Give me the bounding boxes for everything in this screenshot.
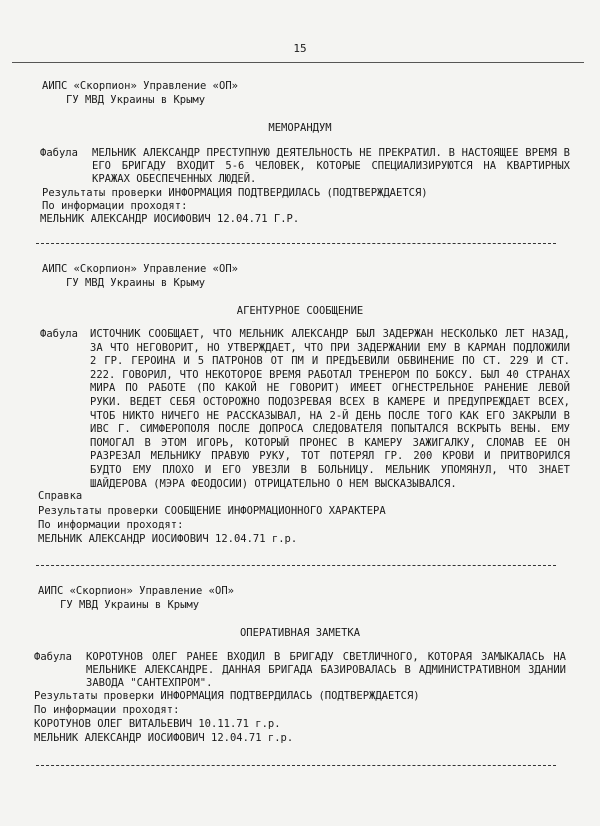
fabula-label: Фабула xyxy=(34,651,72,663)
persons-label: По информации проходят: xyxy=(42,200,188,212)
fabula-text: КОРОТУНОВ ОЛЕГ РАНЕЕ ВХОДИЛ В БРИГАДУ СВЕТЛИЧНОГО, КОТОРАЯ ЗАМЫКАЛАСЬ НА МЕЛЬНИКЕ АЛЕКСАНДРЕ. ДАННАЯ БРИГАДА БАЗИРОВАЛАСЬ В АДМИНИСТРАТИВНОМ ЗДАНИИ ЗАВОДА "САНТЕХПРОМ". xyxy=(86,651,566,690)
fabula-text: ИСТОЧНИК СООБЩАЕТ, ЧТО МЕЛЬНИК АЛЕКСАНДР БЫЛ ЗАДЕРЖАН НЕСКОЛЬКО ЛЕТ НАЗАД, ЗА ЧТО НЕГОВОРИТ, НО УТВЕРЖДАЕТ, ЧТО ПРИ ЗАДЕРЖАНИИ ЕМУ В КАРМАН ПОДЛОЖИЛИ 2 ГР. ГЕРОИНА И 5 ПАТРОНОВ ОТ ПМ И ПРЕДЪЕВИЛИ ОБВИНЕНИЕ ПО СТ. 229 И СТ. 222. ГОВОРИЛ, ЧТО НЕКОТОРОЕ ВРЕМЯ РАБОТАЛ ТРЕНЕРОМ ПО БОКСУ. БЫЛ 40 СТРАНАХ МИРА ПО РАБОТЕ (ПО КАКОЙ НЕ ГОВОРИТ) ИМЕЕТ ОГНЕСТРЕЛЬНОЕ РАНЕНИЕ ЛЕВОЙ РУКИ. ВЕДЕТ СЕБЯ ОСТОРОЖНО ПОДОЗРЕВАЯ ВСЕХ В КАМЕРЕ И ПРЕДУПРЕЖДАЕТ ВСЕХ, ЧТОБ НИКТО НИЧЕГО НЕ РАССКАЗЫВАЛ, НА 2-Й ДЕНЬ ПОСЛЕ ТОГО КАК ЕГО ЗАКРЫЛИ В ИВС Г. СИМФЕРОПОЛЯ ПОСЛЕ ДОПРОСА СЛЕДОВАТЕЛЯ ПОПЫТАЛСЯ ВСКРЫТЬ ВЕНЫ. ЕМУ ПОМОГАЛ В ЭТОМ ИГОРЬ, КОТОРЫЙ ПРОНЕС В КАМЕРУ ЗАЖИГАЛКУ, СЛОМАВ ЕЕ ОН РАЗРЕЗАЛ МЕЛЬНИКУ ПРАВУЮ РУКУ, ТОТ ПОТЕРЯЛ ГР. 200 КРОВИ И ПРИТВОРИЛСЯ БУДТО ЕМУ ПЛОХО И ЕГО УВЕЗЛИ В БОЛЬНИЦУ. МЕЛЬНИК УПОМЯНУЛ, ЧТО ЗНАЕТ ШАЙДЕРОВА (МЭРА ФЕОДОСИИ) ОТРИЦАТЕЛЬНО О НЕМ ВЫСКАЗЫВАЛСЯ. xyxy=(90,328,570,490)
persons-label: По информации проходят: xyxy=(38,519,184,531)
org-header: АИПС «Скорпион» Управление «ОП» xyxy=(38,585,234,597)
separator xyxy=(36,243,556,244)
org-header: АИПС «Скорпион» Управление «ОП» xyxy=(42,80,238,92)
person-entry: КОРОТУНОВ ОЛЕГ ВИТАЛЬЕВИЧ 10.11.71 г.р. xyxy=(34,718,281,730)
persons-label: По информации проходят: xyxy=(34,704,180,716)
top-rule xyxy=(12,62,584,63)
fabula-label: Фабула xyxy=(40,147,78,159)
fabula-label: Фабула xyxy=(40,328,78,340)
check-result: Результаты проверки ИНФОРМАЦИЯ ПОДТВЕРДИЛАСЬ (ПОДТВЕРЖДАЕТСЯ) xyxy=(34,690,420,702)
fabula-text: МЕЛЬНИК АЛЕКСАНДР ПРЕСТУПНУЮ ДЕЯТЕЛЬНОСТЬ НЕ ПРЕКРАТИЛ. В НАСТОЯЩЕЕ ВРЕМЯ В ЕГО БРИГАДУ ВХОДИТ 5-6 ЧЕЛОВЕК, КОТОРЫЕ СПЕЦИАЛИЗИРУЮТСЯ НА КВАРТИРНЫХ КРАЖАХ ОБЕСПЕЧЕННЫХ ЛЮДЕЙ. xyxy=(92,147,570,186)
page-number: 15 xyxy=(293,42,307,55)
section-title: МЕМОРАНДУМ xyxy=(268,122,332,134)
check-result: Результаты проверки СООБЩЕНИЕ ИНФОРМАЦИОННОГО ХАРАКТЕРА xyxy=(38,505,386,517)
check-result: Результаты проверки ИНФОРМАЦИЯ ПОДТВЕРДИЛАСЬ (ПОДТВЕРЖДАЕТСЯ) xyxy=(42,187,428,199)
section-title: АГЕНТУРНОЕ СООБЩЕНИЕ xyxy=(236,305,364,317)
person-entry: МЕЛЬНИК АЛЕКСАНДР ИОСИФОВИЧ 12.04.71 г.р. xyxy=(34,732,294,744)
separator xyxy=(36,565,556,566)
dept-header: ГУ МВД Украины в Крыму xyxy=(66,277,206,289)
person-entry: МЕЛЬНИК АЛЕКСАНДР ИОСИФОВИЧ 12.04.71 Г.Р. xyxy=(40,213,300,225)
org-header: АИПС «Скорпион» Управление «ОП» xyxy=(42,263,238,275)
separator xyxy=(36,765,556,766)
dept-header: ГУ МВД Украины в Крыму xyxy=(66,94,206,106)
note-label: Справка xyxy=(38,490,83,502)
dept-header: ГУ МВД Украины в Крыму xyxy=(60,599,200,611)
person-entry: МЕЛЬНИК АЛЕКСАНДР ИОСИФОВИЧ 12.04.71 г.р. xyxy=(38,533,298,545)
section-title: ОПЕРАТИВНАЯ ЗАМЕТКА xyxy=(239,627,361,639)
